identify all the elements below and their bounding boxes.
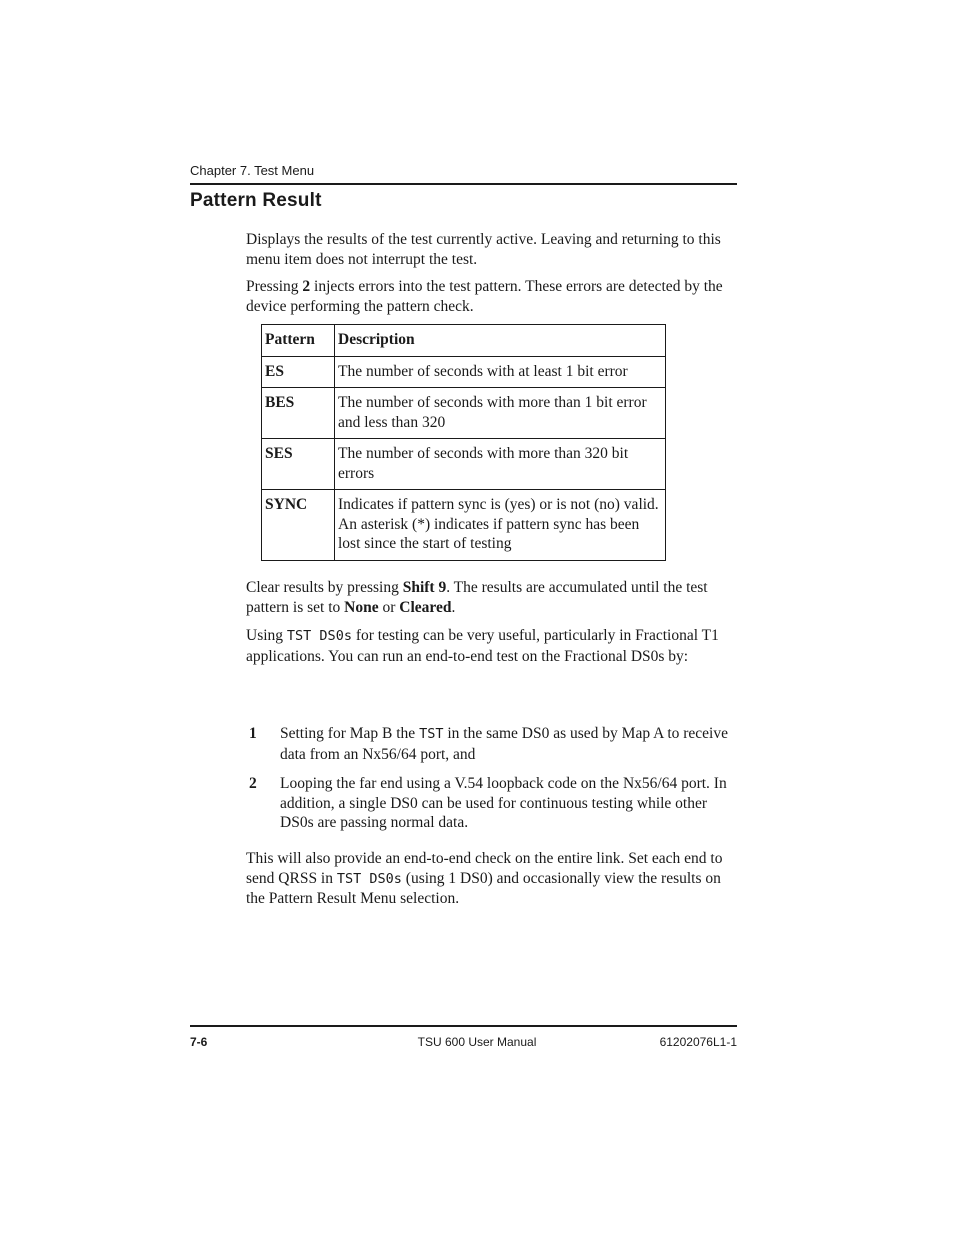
menu-code-tst-ds0s: TST DS0s: [286, 628, 352, 644]
menu-code-tst: TST: [419, 726, 444, 742]
option-cleared: Cleared: [399, 598, 452, 616]
header-rule: [190, 183, 737, 185]
chapter-header: Chapter 7. Test Menu: [190, 163, 315, 178]
pattern-code: ES: [262, 356, 335, 388]
using-tst-paragraph: Using TST DS0s for testing can be very useful, particularly in Fractional T1 applications. You can run an end-to-end test on the Fractional DS0s by:: [246, 627, 719, 665]
intro-paragraph: Displays the results of the test currently active. Leaving and returning to this menu item does not interrupt the test.: [246, 231, 721, 268]
key-shift-9: Shift 9: [402, 579, 447, 596]
key-2: 2: [302, 278, 311, 295]
page-number: 7-6: [190, 1035, 208, 1049]
manual-title: TSU 600 User Manual: [417, 1035, 537, 1049]
pattern-results-table: [261, 324, 666, 561]
pattern-code: SES: [262, 439, 335, 490]
document-number: 61202076L1-1: [659, 1035, 737, 1049]
closing-paragraph: This will also provide an end-to-end check on the entire link. Set each end to send QRSS in TST DS0s (using 1 DS0) and occasionally view the results on the Pattern Result Menu selection.: [246, 850, 723, 907]
pattern-description: The number of seconds with more than 320 bit errors: [335, 439, 666, 490]
pattern-code: BES: [262, 388, 335, 439]
pattern-description: Indicates if pattern sync is (yes) or is not (no) valid. An asterisk (*) indicates if pattern sync has been lost since the start of testing: [335, 490, 666, 561]
footer-rule: [190, 1025, 737, 1027]
pattern-description: The number of seconds with at least 1 bit error: [335, 356, 666, 388]
inject-errors-paragraph: Pressing 2 injects errors into the test pattern. These errors are detected by the device performing the pattern check.: [246, 278, 723, 315]
clear-results-paragraph: Clear results by pressing Shift 9. The results are accumulated until the test pattern is set to None or Cleared.: [246, 579, 708, 616]
pattern-code: SYNC: [262, 490, 335, 561]
page-title: Pattern Result: [190, 190, 322, 211]
table-header-row: [262, 325, 666, 357]
option-none: None: [344, 598, 379, 616]
column-header-description: Description: [335, 325, 666, 357]
step-text: Setting for Map B the TST in the same DS0 as used by Map A to receive data from an Nx56/64 port, and: [280, 725, 728, 763]
column-header-pattern: Pattern: [262, 325, 335, 357]
table-row: [262, 490, 666, 561]
pattern-description: The number of seconds with more than 1 bit error and less than 320: [335, 388, 666, 439]
step-number: 2: [249, 775, 257, 792]
step-number: 1: [249, 725, 257, 742]
step-text: Looping the far end using a V.54 loopback code on the Nx56/64 port. In addition, a single DS0 can be used for continuous testing while other DS0s are passing normal data.: [280, 775, 727, 831]
table-row: [262, 439, 666, 490]
table-row: [262, 356, 666, 388]
table-row: [262, 388, 666, 439]
menu-code-tst-ds0s: TST DS0s: [336, 870, 402, 887]
